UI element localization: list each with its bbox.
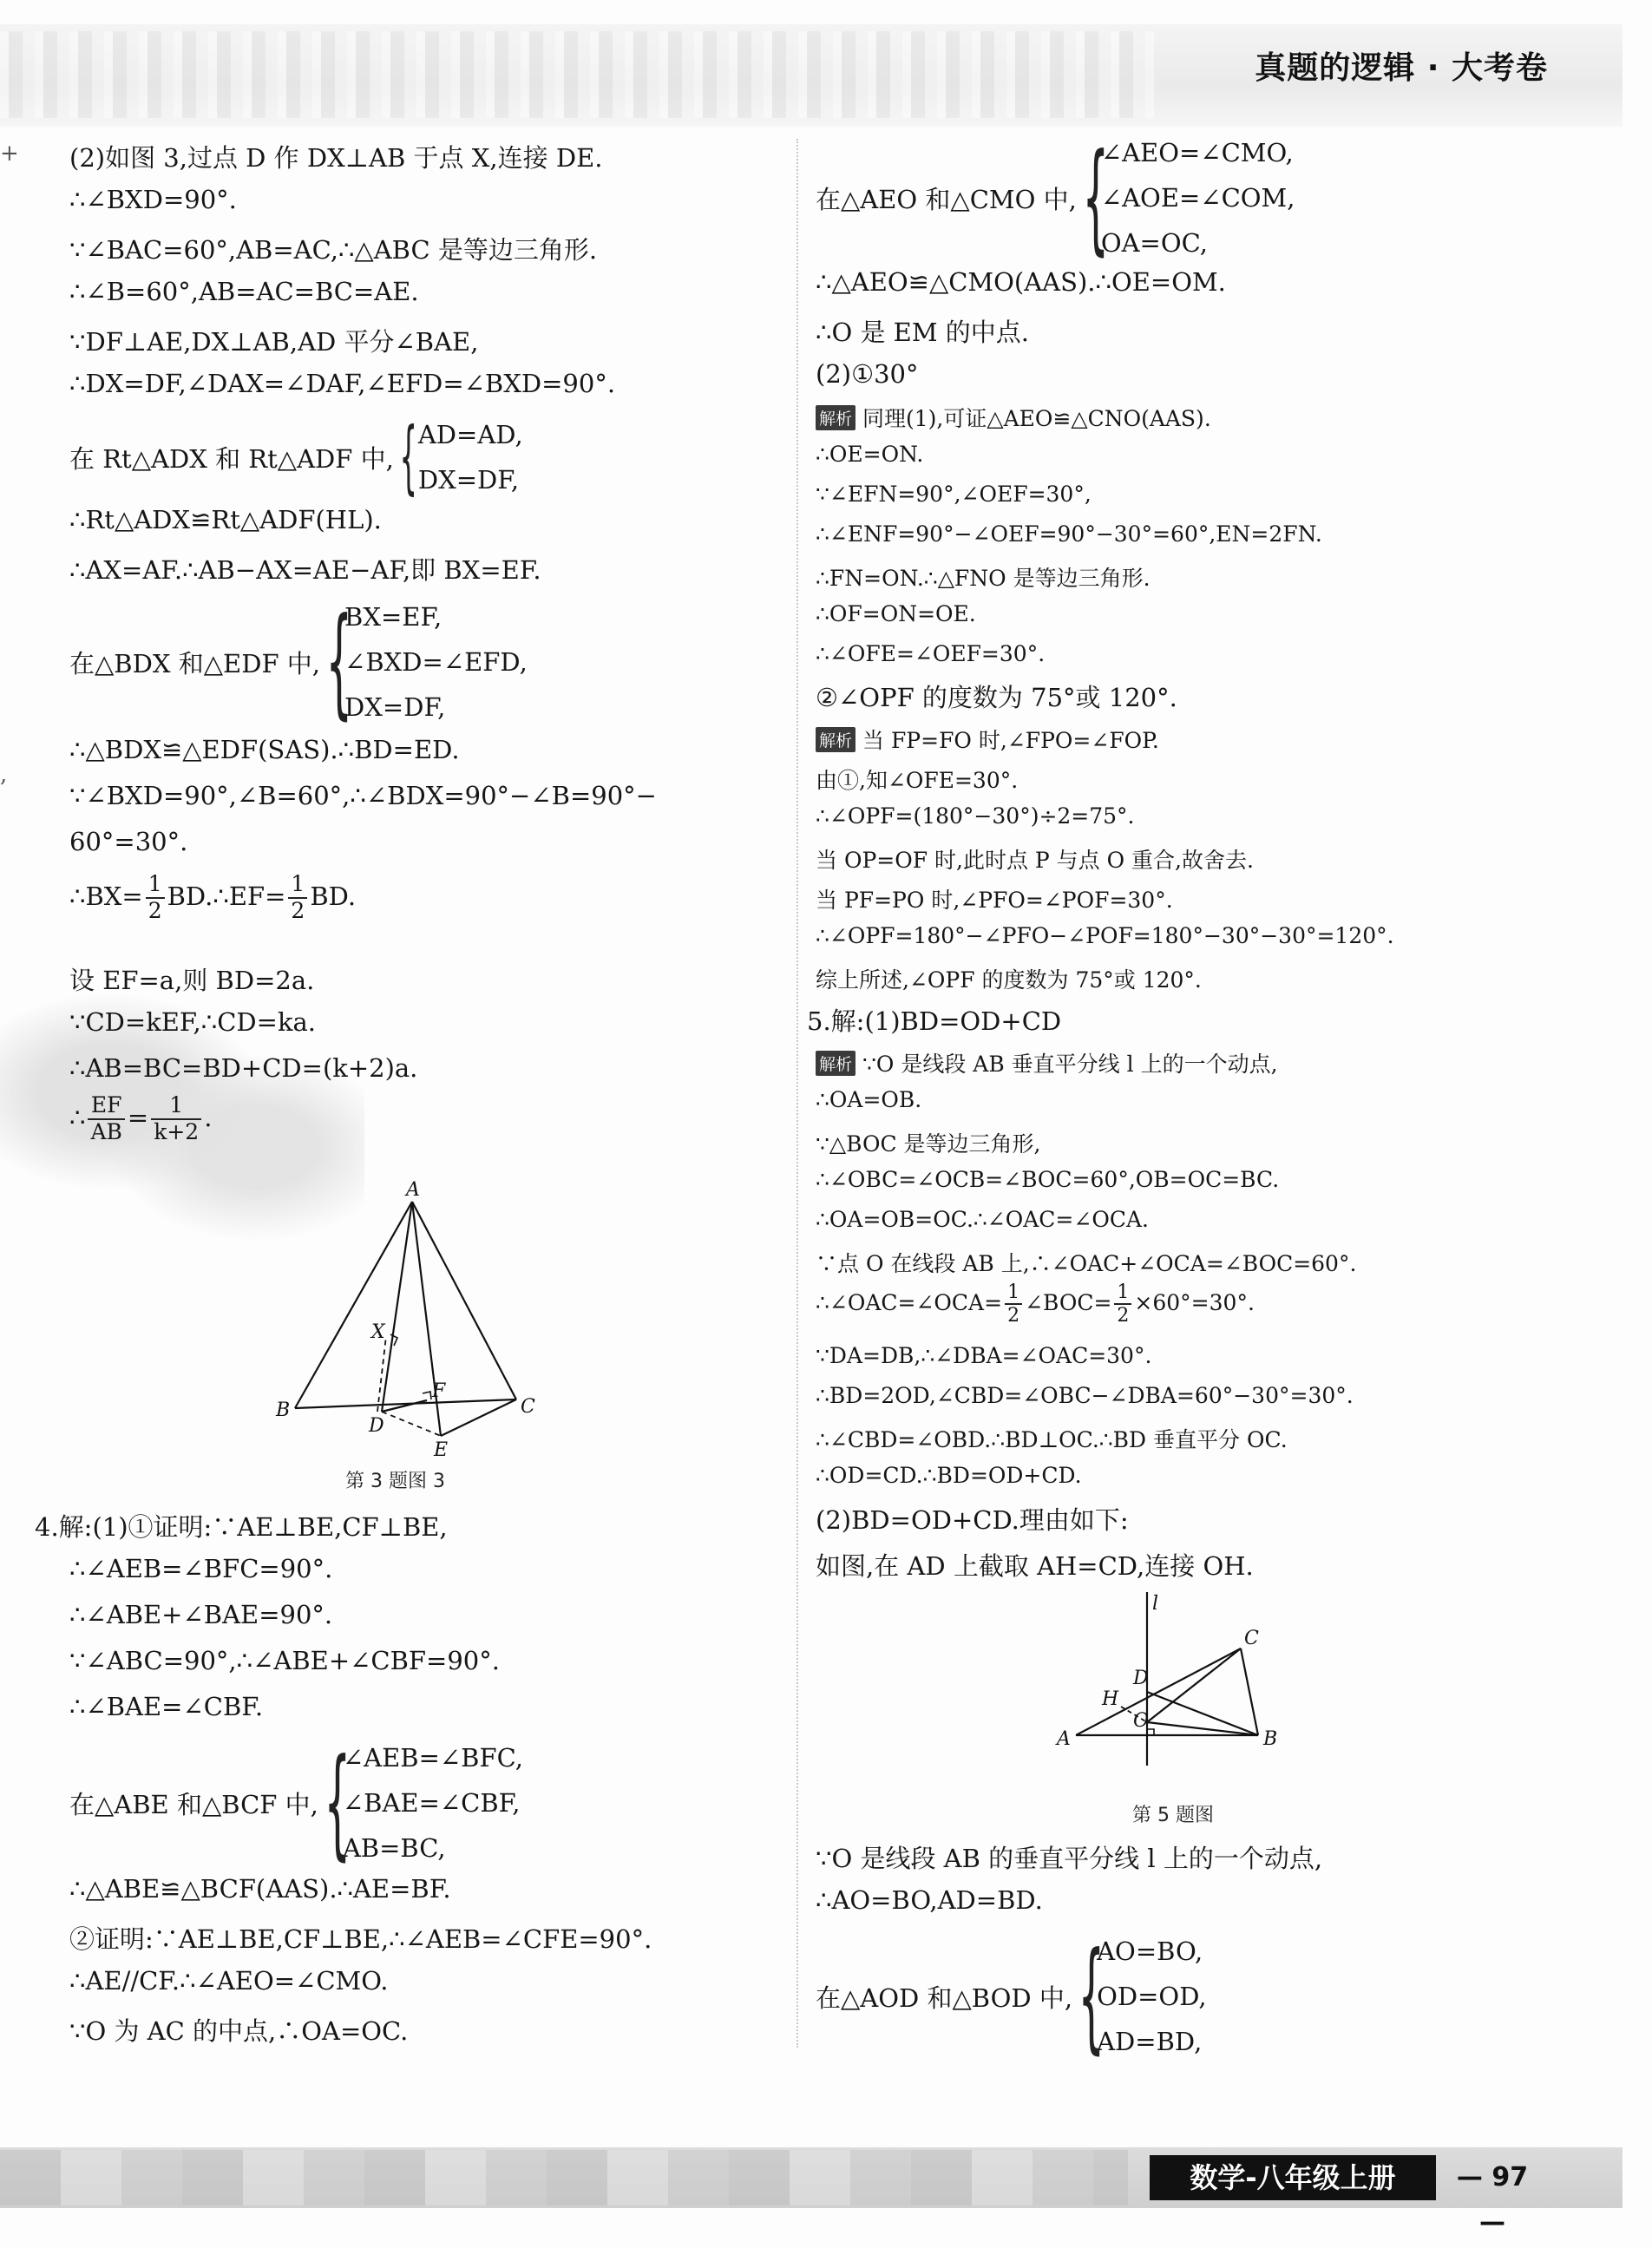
text: 当 FP=FO 时,∠FPO=∠FOP. xyxy=(862,728,1159,753)
text: BD.∴EF= xyxy=(167,881,286,911)
text-line: ∵CD=kEF,∴CD=ka. xyxy=(69,1007,317,1037)
text-line: 如图,在 AD 上截取 AH=CD,连接 OH. xyxy=(816,1551,1254,1581)
label-c: C xyxy=(521,1396,535,1418)
equation: OA=OC, xyxy=(1100,228,1208,258)
label-c: C xyxy=(1244,1628,1259,1649)
denominator: 2 xyxy=(291,897,305,923)
text-line: 在△AEO 和△CMO 中, xyxy=(816,184,1077,214)
text-line: ∴△ABE≌△BCF(AAS).∴AE=BF. xyxy=(69,1874,451,1904)
text: = xyxy=(127,1102,149,1132)
segment-ab xyxy=(295,1202,412,1408)
label-d: D xyxy=(369,1415,384,1437)
text-line: ∴Rt△ADX≌Rt△ADF(HL). xyxy=(69,505,382,534)
system-of-equations xyxy=(69,1735,523,1871)
label-b: B xyxy=(276,1399,291,1421)
analysis-tag: 解析 xyxy=(816,727,856,752)
text-line: 在△ABE 和△BCF 中, xyxy=(69,1789,318,1819)
segment-ac xyxy=(1076,1648,1241,1735)
numerator: 1 xyxy=(146,872,165,899)
analysis-tag: 解析 xyxy=(816,1051,856,1076)
figure-caption: 第 5 题图 xyxy=(1132,1805,1214,1826)
brace: { xyxy=(1078,1926,1105,2066)
text-line: ∴OE=ON. xyxy=(816,442,924,467)
denominator: 2 xyxy=(1117,1305,1130,1327)
text-line: ∴AX=AF.∴AB−AX=AE−AF,即 BX=EF. xyxy=(69,555,541,585)
text-line: ∴FN=ON.∴△FNO 是等边三角形. xyxy=(816,566,1150,591)
equation: ∠BAE=∠CBF, xyxy=(342,1788,521,1818)
system-of-equations xyxy=(816,1926,1207,2066)
text-line: ∴OA=OB=OC.∴∠OAC=∠OCA. xyxy=(816,1207,1149,1232)
text: ∴ xyxy=(69,1102,86,1132)
equation: ∠BXD=∠EFD, xyxy=(344,647,528,677)
equation: DX=DF, xyxy=(417,465,520,495)
text-line: ∵∠EFN=90°,∠OEF=30°, xyxy=(816,482,1092,507)
text: . xyxy=(204,1102,213,1132)
label-e: E xyxy=(434,1439,449,1461)
equation: AD=AD, xyxy=(417,420,523,449)
text-line: ∵∠BAC=60°,AB=AC,∴△ABC 是等边三角形. xyxy=(69,235,598,265)
text-line: ∴∠OPF=180°−∠PFO−∠POF=180°−30°−30°=120°. xyxy=(816,923,1394,948)
text-line: ②证明:∵AE⊥BE,CF⊥BE,∴∠AEB=∠CFE=90°. xyxy=(69,1924,652,1954)
analysis-line xyxy=(816,402,1211,433)
column-divider xyxy=(796,139,798,2048)
text-line: ∴∠OPF=(180°−30°)÷2=75°. xyxy=(816,803,1135,829)
text-line: ∴OD=CD.∴BD=OD+CD. xyxy=(816,1463,1082,1488)
analysis-tag: 解析 xyxy=(816,405,856,430)
text-line: ∴AB=BC=BD+CD=(k+2)a. xyxy=(69,1053,418,1083)
header-brand: 真题的逻辑 · 大考卷 xyxy=(1255,50,1548,86)
fraction-line xyxy=(69,872,356,924)
text-line: 综上所述,∠OPF 的度数为 75°或 120°. xyxy=(816,967,1202,993)
text-line: ∴BD=2OD,∠CBD=∠OBC−∠DBA=60°−30°=30°. xyxy=(816,1383,1354,1408)
text-line: ∵DA=DB,∴∠DBA=∠OAC=30°. xyxy=(816,1343,1152,1368)
text-line: 在 Rt△ADX 和 Rt△ADF 中, xyxy=(69,443,394,474)
page-number: — 97 — xyxy=(1456,2162,1529,2238)
system-of-equations xyxy=(69,412,523,502)
equation: AB=BC, xyxy=(342,1833,446,1863)
label-o: O xyxy=(1133,1710,1150,1732)
header-pattern xyxy=(0,31,1154,118)
denominator: k+2 xyxy=(154,1118,200,1144)
equation-stack xyxy=(418,412,523,502)
fraction xyxy=(1114,1281,1131,1327)
equation: AO=BO, xyxy=(1097,1937,1203,1966)
analysis-line xyxy=(816,1047,1278,1078)
denominator: 2 xyxy=(148,897,162,923)
segment-ce xyxy=(441,1399,516,1436)
text-line: ∵∠BXD=90°,∠B=60°,∴∠BDX=90°−∠B=90°− xyxy=(69,781,657,810)
equation: OD=OD, xyxy=(1097,1982,1207,2011)
equation-stack xyxy=(1101,130,1295,265)
text: ∴∠OAC=∠OCA= xyxy=(816,1289,1003,1315)
label-a: A xyxy=(406,1179,420,1201)
equation-stack xyxy=(1097,1929,1207,2064)
fraction-line xyxy=(69,1093,212,1145)
equation-stack xyxy=(344,594,528,730)
equation: ∠AEB=∠BFC, xyxy=(342,1743,523,1773)
text-line: 设 EF=a,则 BD=2a. xyxy=(69,966,315,995)
numerator: EF xyxy=(88,1093,124,1120)
label-d: D xyxy=(1133,1668,1149,1689)
label-x: X xyxy=(371,1321,385,1343)
text-line: ∴∠ABE+∠BAE=90°. xyxy=(69,1600,333,1629)
brace: { xyxy=(1082,128,1109,267)
text-line: ∴O 是 EM 的中点. xyxy=(816,318,1029,347)
numerator: 1 xyxy=(288,872,307,899)
equation: BX=EF, xyxy=(344,602,442,632)
brace: { xyxy=(399,410,417,503)
text-line: 5.解:(1)BD=OD+CD xyxy=(807,1006,1062,1036)
edge-mark: , xyxy=(0,762,8,788)
text-line: ∴△BDX≌△EDF(SAS).∴BD=ED. xyxy=(69,735,460,764)
dashed-de xyxy=(382,1412,441,1436)
equation-stack xyxy=(343,1735,523,1871)
text: ∴BX= xyxy=(69,881,143,911)
fraction xyxy=(1005,1281,1022,1327)
text-line: ∴OF=ON=OE. xyxy=(816,601,976,626)
text-line: ∴∠OFE=∠OEF=30°. xyxy=(816,641,1046,666)
text-line: ∵△BOC 是等边三角形, xyxy=(816,1131,1041,1157)
equation: ∠AEO=∠CMO, xyxy=(1100,138,1294,167)
text-line: 在△BDX 和△EDF 中, xyxy=(69,648,321,678)
segment-ad xyxy=(382,1202,412,1412)
label-f: F xyxy=(432,1380,446,1402)
denominator: 2 xyxy=(1007,1305,1020,1327)
text: ×60°=30°. xyxy=(1134,1289,1255,1315)
brace: { xyxy=(325,592,353,731)
footer-pattern xyxy=(0,2150,1128,2205)
text-line: (2)BD=OD+CD.理由如下: xyxy=(816,1505,1129,1535)
text-line: ∴∠B=60°,AB=AC=BC=AE. xyxy=(69,277,419,306)
label-h: H xyxy=(1102,1688,1119,1710)
text-line: ∵DF⊥AE,DX⊥AB,AD 平分∠BAE, xyxy=(69,327,479,357)
text-line: ∵点 O 在线段 AB 上,∴∠OAC+∠OCA=∠BOC=60°. xyxy=(816,1251,1357,1276)
label-a: A xyxy=(1057,1728,1071,1750)
analysis-line xyxy=(816,724,1159,755)
figure-3 xyxy=(260,1179,659,1461)
text: ∵O 是线段 AB 垂直平分线 l 上的一个动点, xyxy=(862,1052,1278,1077)
text-line: 在△AOD 和△BOD 中, xyxy=(816,1983,1073,2013)
system-of-equations xyxy=(69,594,528,730)
text-line: ∴AO=BO,AD=BD. xyxy=(816,1885,1043,1915)
brace: { xyxy=(324,1733,351,1872)
segment-cb xyxy=(1241,1648,1258,1735)
numerator: 1 xyxy=(151,1093,201,1120)
system-of-equations xyxy=(816,130,1295,265)
text-line: ∴∠BAE=∠CBF. xyxy=(69,1692,264,1721)
text: 同理(1),可证△AEO≌△CNO(AAS). xyxy=(862,406,1211,431)
segment-df xyxy=(382,1400,427,1412)
denominator: AB xyxy=(90,1118,122,1144)
fraction xyxy=(151,1093,201,1145)
text-line: 4.解:(1)①证明:∵AE⊥BE,CF⊥BE, xyxy=(35,1512,448,1542)
text-line: ∴∠OBC=∠OCB=∠BOC=60°,OB=OC=BC. xyxy=(816,1167,1280,1192)
fraction xyxy=(146,872,165,924)
fraction xyxy=(288,872,307,924)
text-line: ∴△AEO≌△CMO(AAS).∴OE=OM. xyxy=(816,267,1226,297)
footer-book-title: 数学-八年级上册 xyxy=(1150,2155,1436,2200)
segment-ac xyxy=(412,1202,516,1399)
dashed-dx xyxy=(377,1336,386,1412)
label-l: l xyxy=(1152,1593,1159,1615)
text-line: ∵∠ABC=90°,∴∠ABE+∠CBF=90°. xyxy=(69,1646,500,1675)
text-line: (2)①30° xyxy=(816,359,919,389)
text-line: 60°=30°. xyxy=(69,827,188,856)
numerator: 1 xyxy=(1005,1281,1022,1305)
right-angle-f xyxy=(423,1392,431,1399)
edge-mark: + xyxy=(0,141,19,167)
text-line: (2)如图 3,过点 D 作 DX⊥AB 于点 X,连接 DE. xyxy=(69,143,603,173)
text-line: ∴∠AEB=∠BFC=90°. xyxy=(69,1554,333,1583)
text-line: ∴OA=OB. xyxy=(816,1087,922,1112)
text-line: ∴∠ENF=90°−∠OEF=90°−30°=60°,EN=2FN. xyxy=(816,521,1322,547)
label-b: B xyxy=(1263,1728,1278,1750)
figure-caption: 第 3 题图 3 xyxy=(345,1471,445,1492)
text-line: 由①,知∠OFE=30°. xyxy=(816,768,1019,793)
text-line: 当 PF=PO 时,∠PFO=∠POF=30°. xyxy=(816,888,1173,913)
fraction xyxy=(88,1093,124,1145)
figure-5 xyxy=(1050,1592,1345,1766)
text: ∠BOC= xyxy=(1025,1289,1112,1315)
text-line: ∵O 为 AC 的中点,∴OA=OC. xyxy=(69,2016,409,2046)
text-line: ∴DX=DF,∠DAX=∠DAF,∠EFD=∠BXD=90°. xyxy=(69,369,616,398)
text-line: ∴AE//CF.∴∠AEO=∠CMO. xyxy=(69,1966,389,1996)
text-line: 当 OP=OF 时,此时点 P 与点 O 重合,故舍去. xyxy=(816,848,1254,873)
numerator: 1 xyxy=(1114,1281,1131,1305)
fraction-line xyxy=(816,1281,1255,1327)
segment-bc xyxy=(295,1399,516,1408)
text: BD. xyxy=(310,881,357,911)
equation: AD=BD, xyxy=(1097,2027,1203,2056)
equation: ∠AOE=∠COM, xyxy=(1100,183,1295,213)
text-line: ②∠OPF 的度数为 75°或 120°. xyxy=(816,683,1177,712)
text-line: ∵O 是线段 AB 的垂直平分线 l 上的一个动点, xyxy=(816,1844,1323,1873)
text-line: ∴∠CBD=∠OBD.∴BD⊥OC.∴BD 垂直平分 OC. xyxy=(816,1427,1288,1452)
text-line: ∴∠BXD=90°. xyxy=(69,185,237,214)
equation: DX=DF, xyxy=(344,692,446,722)
